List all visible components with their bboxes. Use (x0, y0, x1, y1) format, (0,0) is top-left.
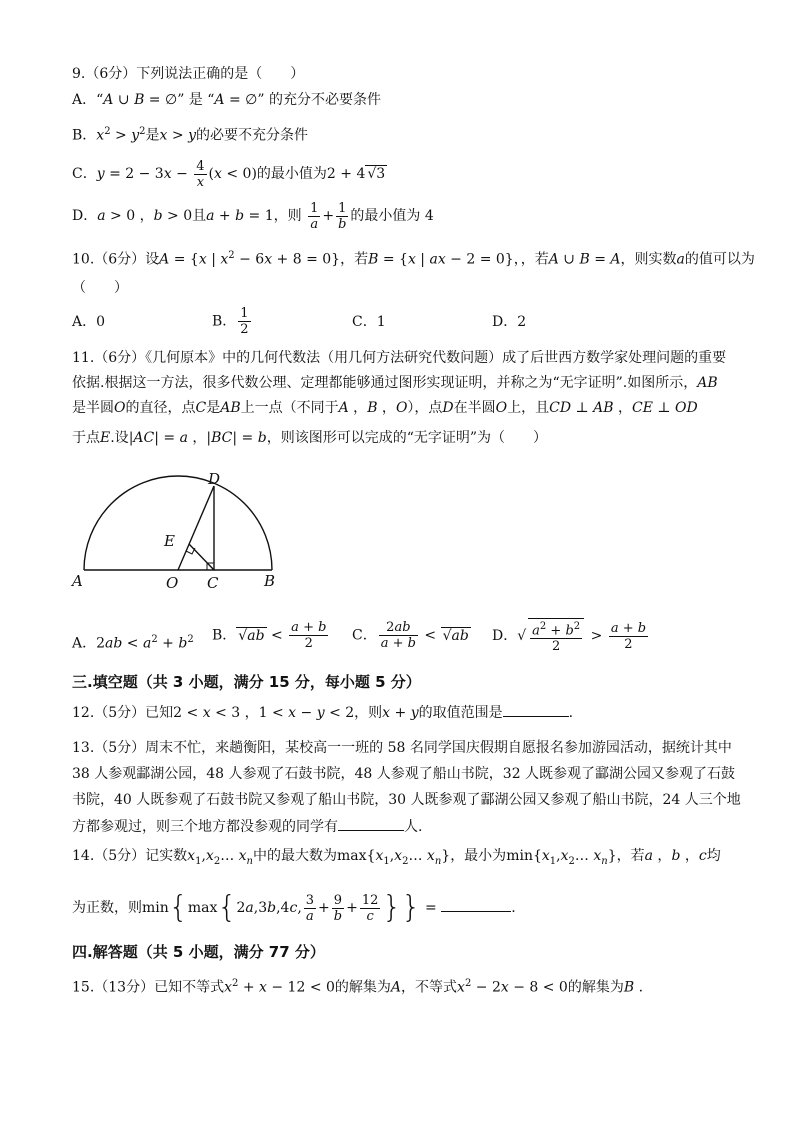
q11-line2: 依据.根据这一方法，很多代数公理、定理都能够通过图形实现证明，并称之为“无字证明”.如图所示，AB (72, 375, 718, 391)
q11-line3: 是半圆O的直径，点C是AB上一点（不同于A ，B ，O），点D在半圆O上，且CD ⊥ AB ，CE ⊥ OD (72, 400, 698, 416)
q13-line2: 38 人参观酃湖公园，48 人参观了石鼓书院，48 人参观了船山书院，32 人既参观了酃湖公园又参观了石鼓 (72, 766, 736, 782)
section-4-title: 四.解答题（共 5 小题，满分 77 分） (72, 943, 325, 961)
q10-option-c: C．1 (352, 314, 386, 330)
frac-4-over-x: $\frac{4}{x}$ (196, 158, 205, 190)
label-d: D (208, 470, 221, 488)
q9-option-b: B．$x^2 > y^2$是x > y的必要不充分条件 (72, 126, 308, 144)
segment-od (178, 486, 214, 570)
q14-answer-blank[interactable] (441, 897, 511, 912)
q11-option-a: A．$2ab < a^2 + b^2$ (72, 634, 194, 652)
label-b: B (264, 572, 276, 590)
q9-option-a: A．“A ∪ B = ∅” 是 “A = ∅” 的充分不必要条件 (72, 92, 381, 108)
label-a: A (72, 572, 83, 590)
semicircle-arc (84, 476, 272, 570)
segment-ce (189, 544, 214, 570)
q11-options (72, 618, 722, 662)
q10-option-d: D．2 (492, 314, 527, 330)
q13-answer-blank[interactable] (338, 816, 404, 831)
label-o: O (166, 574, 179, 592)
q11-line1: 11.（6分）《几何原本》中的几何代数法（用几何方法研究代数问题）成了后世西方数学家处理问题的重要 (72, 350, 727, 366)
q11-option-c: C． $\frac{2ab}{a + b}$ < √ab (352, 620, 469, 651)
label-c: C (207, 574, 219, 592)
q11-option-b: B． √ab < $\frac{a + b}{2}$ (212, 620, 327, 651)
q14-line2: 为正数，则min{max{2a,3b,4c, $\frac{3}{a}$ + $\frac{9}{b}$ + $\frac{12}{c}$ }} = . (72, 890, 516, 925)
label-e: E (164, 532, 175, 550)
q14-stem: 14.（5分）记实数$x_1,x_2\dots$ $x_n$中的最大数为$\max\{x_1,x_2\dots$ $x_n$}，最小为$\min\{x_1,x_2\dots$ $x_n$}，若a ，b ，c均 (72, 848, 721, 867)
frac-1-over-a: $\frac{1}{a}$ (310, 200, 319, 232)
q13-line4: 方都参观过，则三个地方都没参观的同学有 人. (72, 816, 422, 837)
q15-stem: 15.（13分）已知不等式$x^2 + x - 12 < 0$的解集为A，不等式$x^2 - 2x - 8 < 0$的解集为B . (72, 978, 644, 996)
semicircle-figure (68, 470, 288, 604)
q9-option-d: D．a > 0 ，b > 0且a + b = 1，则 $\frac{1}{a}$ + $\frac{1}{b}$ 的最小值为 4 (72, 200, 434, 232)
q13-line3: 书院，40 人既参观了石鼓书院又参观了船山书院，30 人既参观了酃湖公园又参观了船山书院，24 人三个地 (72, 792, 741, 808)
q10-options (72, 306, 722, 346)
q10-paren: （ ） (72, 280, 128, 296)
q9-option-c: C．y = 2 − 3x − $\frac{4}{x}$ (x < 0)的最小值为2 + 4 √3 (72, 158, 386, 190)
q9-stem: 9.（6分）下列说法正确的是（ ） (72, 66, 305, 82)
section-3-title: 三.填空题（共 3 小题，满分 15 分，每小题 5 分） (72, 673, 421, 691)
q10-option-a: A．0 (72, 314, 106, 330)
q13-line1: 13.（5分）周末不忙，来趟衡阳，某校高一一班的 58 名同学国庆假期自愿报名参加游园活动，据统计其中 (72, 740, 732, 756)
q11-option-d: D．√ $\frac{a^2 + b^2}{2}$ > $\frac{a + b}{2}$ (492, 618, 650, 654)
frac-1-over-2: $\frac{1}{2}$ (240, 306, 249, 337)
q11-line4: 于点E.设|AC| = a ，|BC| = b，则该图形可以完成的“无字证明”为（ ） (72, 430, 548, 446)
frac-1-over-b: $\frac{1}{b}$ (338, 200, 347, 232)
q12-stem: 12.（5分）已知2 < x < 3 ，1 < x − y < 2，则x + y的取值范围是 . (72, 702, 573, 723)
q10-option-b: B． $\frac{1}{2}$ (212, 306, 249, 337)
semicircle-diagram (68, 470, 288, 600)
q12-answer-blank[interactable] (503, 702, 569, 717)
q10-stem: 10.（6分）设A = {x | $x^2 - 6x + 8 = 0$}，若B = {x | ax − 2 = 0}，，若A ∪ B = A，则实数a的值可以为 (72, 250, 755, 268)
